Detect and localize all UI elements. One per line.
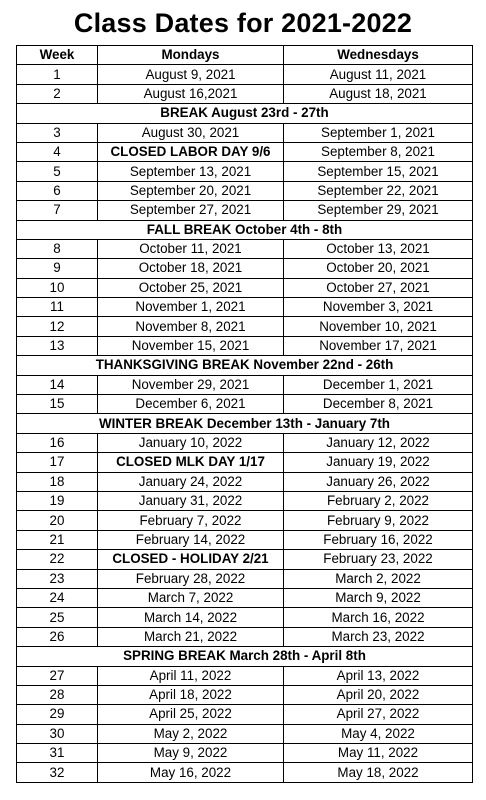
week-cell: 11 [17, 298, 98, 317]
wednesday-date-cell: February 9, 2022 [284, 511, 473, 530]
monday-date-cell: August 30, 2021 [98, 123, 284, 142]
monday-date-cell: CLOSED LABOR DAY 9/6 [98, 142, 284, 161]
break-label: FALL BREAK October 4th - 8th [17, 220, 473, 239]
table-row [17, 278, 473, 297]
monday-date-cell: January 31, 2022 [98, 491, 284, 510]
table-row [17, 472, 473, 491]
table-row [17, 123, 473, 142]
table-row [17, 588, 473, 607]
week-cell: 7 [17, 201, 98, 220]
wednesday-date-cell: December 8, 2021 [284, 395, 473, 414]
week-cell: 23 [17, 569, 98, 588]
monday-date-cell: April 18, 2022 [98, 685, 284, 704]
table-row [17, 724, 473, 743]
wednesday-date-cell: November 10, 2021 [284, 317, 473, 336]
monday-date-cell: CLOSED MLK DAY 1/17 [98, 453, 284, 472]
monday-date-cell: September 20, 2021 [98, 181, 284, 200]
monday-date-cell: August 9, 2021 [98, 65, 284, 84]
monday-date-cell: November 15, 2021 [98, 336, 284, 355]
week-cell: 2 [17, 84, 98, 103]
break-row [17, 414, 473, 433]
wednesday-date-cell: August 11, 2021 [284, 65, 473, 84]
monday-date-cell: April 11, 2022 [98, 666, 284, 685]
break-label: BREAK August 23rd - 27th [17, 104, 473, 123]
monday-date-cell: March 21, 2022 [98, 627, 284, 646]
monday-date-cell: November 1, 2021 [98, 298, 284, 317]
monday-date-cell: January 10, 2022 [98, 433, 284, 452]
table-row [17, 317, 473, 336]
wednesday-date-cell: April 20, 2022 [284, 685, 473, 704]
table-row [17, 530, 473, 549]
week-cell: 3 [17, 123, 98, 142]
table-row [17, 511, 473, 530]
wednesday-date-cell: March 2, 2022 [284, 569, 473, 588]
wednesday-date-cell: September 29, 2021 [284, 201, 473, 220]
monday-date-cell: September 27, 2021 [98, 201, 284, 220]
break-label: SPRING BREAK March 28th - April 8th [17, 647, 473, 666]
monday-date-cell: February 14, 2022 [98, 530, 284, 549]
monday-date-cell: October 18, 2021 [98, 259, 284, 278]
table-row [17, 608, 473, 627]
table-row [17, 336, 473, 355]
table-row [17, 142, 473, 161]
wednesday-date-cell: December 1, 2021 [284, 375, 473, 394]
week-column-header: Week [17, 46, 98, 65]
monday-date-cell: October 11, 2021 [98, 239, 284, 258]
week-cell: 22 [17, 550, 98, 569]
week-cell: 26 [17, 627, 98, 646]
monday-date-cell: March 14, 2022 [98, 608, 284, 627]
break-label: WINTER BREAK December 13th - January 7th [17, 414, 473, 433]
table-row [17, 453, 473, 472]
week-cell: 8 [17, 239, 98, 258]
week-cell: 24 [17, 588, 98, 607]
week-cell: 21 [17, 530, 98, 549]
monday-date-cell: March 7, 2022 [98, 588, 284, 607]
wednesdays-column-header: Wednesdays [284, 46, 473, 65]
week-cell: 20 [17, 511, 98, 530]
monday-date-cell: May 9, 2022 [98, 744, 284, 763]
monday-date-cell: October 25, 2021 [98, 278, 284, 297]
week-cell: 32 [17, 763, 98, 782]
week-cell: 12 [17, 317, 98, 336]
wednesday-date-cell: February 23, 2022 [284, 550, 473, 569]
week-cell: 1 [17, 65, 98, 84]
wednesday-date-cell: October 20, 2021 [284, 259, 473, 278]
table-row [17, 491, 473, 510]
week-cell: 6 [17, 181, 98, 200]
week-cell: 28 [17, 685, 98, 704]
table-row [17, 744, 473, 763]
week-cell: 25 [17, 608, 98, 627]
wednesday-date-cell: November 3, 2021 [284, 298, 473, 317]
week-cell: 13 [17, 336, 98, 355]
monday-date-cell: August 16,2021 [98, 84, 284, 103]
table-row [17, 84, 473, 103]
wednesday-date-cell: January 26, 2022 [284, 472, 473, 491]
wednesday-date-cell: November 17, 2021 [284, 336, 473, 355]
week-cell: 16 [17, 433, 98, 452]
week-cell: 15 [17, 395, 98, 414]
wednesday-date-cell: September 1, 2021 [284, 123, 473, 142]
wednesday-date-cell: October 27, 2021 [284, 278, 473, 297]
wednesday-date-cell: September 22, 2021 [284, 181, 473, 200]
table-body [17, 65, 473, 782]
monday-date-cell: November 8, 2021 [98, 317, 284, 336]
table-row [17, 685, 473, 704]
monday-date-cell: December 6, 2021 [98, 395, 284, 414]
week-cell: 10 [17, 278, 98, 297]
wednesday-date-cell: April 27, 2022 [284, 705, 473, 724]
class-dates-table [16, 45, 473, 783]
wednesday-date-cell: February 16, 2022 [284, 530, 473, 549]
table-row [17, 162, 473, 181]
week-cell: 31 [17, 744, 98, 763]
monday-date-cell: January 24, 2022 [98, 472, 284, 491]
monday-date-cell: May 2, 2022 [98, 724, 284, 743]
table-row [17, 375, 473, 394]
break-row [17, 220, 473, 239]
table-row [17, 239, 473, 258]
week-cell: 29 [17, 705, 98, 724]
wednesday-date-cell: May 4, 2022 [284, 724, 473, 743]
table-row [17, 569, 473, 588]
table-row [17, 201, 473, 220]
table-row [17, 259, 473, 278]
week-cell: 19 [17, 491, 98, 510]
table-row [17, 65, 473, 84]
wednesday-date-cell: March 16, 2022 [284, 608, 473, 627]
wednesday-date-cell: April 13, 2022 [284, 666, 473, 685]
monday-date-cell: May 16, 2022 [98, 763, 284, 782]
page-title: Class Dates for 2021-2022 [73, 8, 413, 38]
table-header-row [17, 46, 473, 65]
week-cell: 18 [17, 472, 98, 491]
table-row [17, 298, 473, 317]
table-row [17, 550, 473, 569]
wednesday-date-cell: May 18, 2022 [284, 763, 473, 782]
monday-date-cell: February 28, 2022 [98, 569, 284, 588]
monday-date-cell: April 25, 2022 [98, 705, 284, 724]
mondays-column-header: Mondays [98, 46, 284, 65]
week-cell: 4 [17, 142, 98, 161]
table-row [17, 627, 473, 646]
wednesday-date-cell: August 18, 2021 [284, 84, 473, 103]
table-row [17, 433, 473, 452]
week-cell: 30 [17, 724, 98, 743]
wednesday-date-cell: January 19, 2022 [284, 453, 473, 472]
break-row [17, 104, 473, 123]
wednesday-date-cell: March 23, 2022 [284, 627, 473, 646]
table-row [17, 763, 473, 782]
week-cell: 9 [17, 259, 98, 278]
table-row [17, 666, 473, 685]
break-label: THANKSGIVING BREAK November 22nd - 26th [17, 356, 473, 375]
monday-date-cell: February 7, 2022 [98, 511, 284, 530]
table-row [17, 181, 473, 200]
monday-date-cell: September 13, 2021 [98, 162, 284, 181]
table-row [17, 395, 473, 414]
wednesday-date-cell: October 13, 2021 [284, 239, 473, 258]
break-row [17, 647, 473, 666]
week-cell: 14 [17, 375, 98, 394]
wednesday-date-cell: January 12, 2022 [284, 433, 473, 452]
wednesday-date-cell: February 2, 2022 [284, 491, 473, 510]
wednesday-date-cell: September 8, 2021 [284, 142, 473, 161]
wednesday-date-cell: March 9, 2022 [284, 588, 473, 607]
monday-date-cell: November 29, 2021 [98, 375, 284, 394]
table-row [17, 705, 473, 724]
wednesday-date-cell: May 11, 2022 [284, 744, 473, 763]
wednesday-date-cell: September 15, 2021 [284, 162, 473, 181]
week-cell: 17 [17, 453, 98, 472]
week-cell: 5 [17, 162, 98, 181]
monday-date-cell: CLOSED - HOLIDAY 2/21 [98, 550, 284, 569]
week-cell: 27 [17, 666, 98, 685]
break-row [17, 356, 473, 375]
